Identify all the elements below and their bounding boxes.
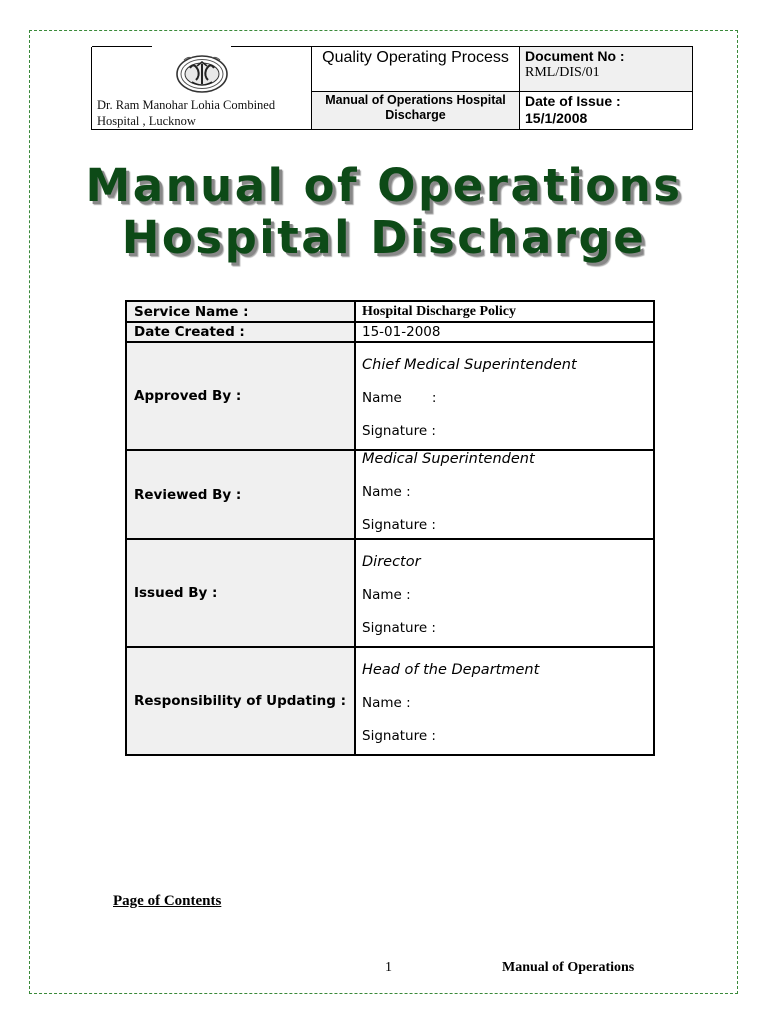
reviewed-role: Medical Superintendent — [362, 451, 535, 467]
doc-no-label: Document No : — [525, 48, 625, 64]
updating-name: Name : — [362, 695, 411, 711]
issued-name: Name : — [362, 587, 411, 603]
issued-by-label: Issued By : — [126, 539, 355, 647]
updating-signature: Signature : — [362, 728, 436, 744]
qop-cell — [312, 47, 520, 92]
hospital-name: Dr. Ram Manohar Lohia Combined Hospital , Lucknow — [97, 97, 276, 128]
page-number: 1 — [385, 960, 392, 975]
reviewed-by-label: Reviewed By : — [126, 450, 355, 539]
toc-heading: Page of Contents — [113, 893, 222, 909]
issued-by-value — [355, 539, 654, 647]
approval-table — [125, 300, 655, 756]
service-name-label: Service Name : — [126, 301, 355, 322]
updating-value — [355, 647, 654, 755]
date-issue-label: Date of Issue : — [525, 93, 621, 109]
date-issue-cell — [520, 92, 693, 130]
state-emblem-icon — [174, 52, 230, 94]
approved-role: Chief Medical Superintendent — [362, 357, 577, 373]
approved-name: Name : — [362, 390, 437, 406]
document-header — [91, 46, 693, 130]
logo-cell — [92, 47, 312, 130]
reviewed-by-value — [355, 450, 654, 539]
updating-role: Head of the Department — [362, 662, 540, 678]
date-created-label: Date Created : — [126, 322, 355, 342]
issued-signature: Signature : — [362, 620, 436, 636]
page-title-line2: Hospital Discharge — [121, 211, 647, 264]
date-created-value: 15-01-2008 — [355, 322, 654, 342]
issued-role: Director — [362, 554, 421, 570]
header-subtitle: Manual of Operations Hospital Discharge — [325, 93, 506, 122]
approved-by-value — [355, 342, 654, 450]
reviewed-name: Name : — [362, 484, 411, 500]
doc-no-cell — [520, 47, 693, 92]
service-name-value: Hospital Discharge Policy — [355, 301, 654, 322]
qop-title: Quality Operating Process — [322, 49, 509, 66]
subtitle-cell — [312, 92, 520, 130]
date-issue-value: 15/1/2008 — [525, 110, 588, 126]
footer-title: Manual of Operations — [502, 960, 635, 975]
reviewed-signature: Signature : — [362, 517, 436, 533]
doc-no-value: RML/DIS/01 — [525, 65, 600, 80]
updating-label: Responsibility of Updating : — [126, 647, 355, 755]
approved-by-label: Approved By : — [126, 342, 355, 450]
approved-signature: Signature : — [362, 423, 436, 439]
page-title-line1: Manual of Operations — [85, 159, 683, 212]
